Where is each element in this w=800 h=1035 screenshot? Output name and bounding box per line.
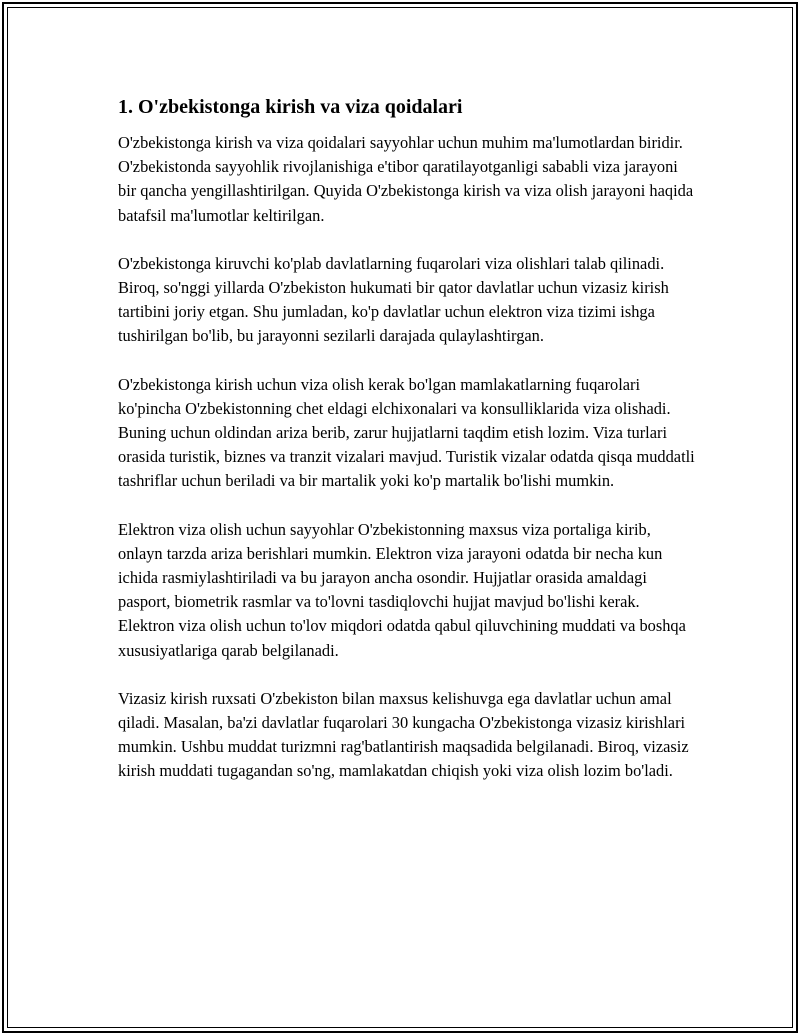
document-body: [118, 93, 696, 808]
section-heading: 1. O'zbekistonga kirish va viza qoidalari: [118, 96, 463, 118]
paragraph-visa-requirements: O'zbekistonga kiruvchi ko'plab davlatlarning fuqarolari viza olishlari talab qilinadi. Biroq, so'nggi yillarda O'zbekiston hukumati bir qator davlatlar uchun vizasiz kirish tartibini joriy etgan. Shu jumladan, ko'p davlatlar uchun elektron viza tizimi ishga tushirilgan bo'lib, bu jarayonni sezilarli darajada qulaylashtirgan.: [118, 253, 669, 346]
paragraph-electronic-visa: Elektron viza olish uchun sayyohlar O'zbekistonning maxsus viza portaliga kirib, onlayn tarzda ariza berishlari mumkin. Elektron viza jarayoni odatda bir necha kun ichida rasmiylashtiriladi va bu jarayon ancha osondir. Hujjatlar orasida amaldagi pasport, biometrik rasmlar va to'lovni tasdiqlovchi hujjat mavjud bo'lishi kerak. Elektron viza olish uchun to'lov miqdori odatda qabul qiluvchining muddati va boshqa xususiyatlariga qarab belgilanadi.: [118, 519, 686, 660]
paragraph-visa-free-entry: Vizasiz kirish ruxsati O'zbekiston bilan maxsus kelishuvga ega davlatlar uchun amal qiladi. Masalan, ba'zi davlatlar fuqarolari 30 kungacha O'zbekistonga vizasiz kirishlari mumkin. Ushbu muddat turizmni rag'batlantirish maqsadida belgilanadi. Biroq, vizasiz kirish muddati tugagandan so'ng, mamlakatdan chiqish yoki viza olish lozim bo'ladi.: [118, 688, 689, 781]
paragraph-embassy-visa: O'zbekistonga kirish uchun viza olish kerak bo'lgan mamlakatlarning fuqarolari ko'pincha O'zbekistonning chet eldagi elchixonalari va konsulliklarida viza olishadi. Buning uchun oldindan ariza berib, zarur hujjatlarni taqdim etish lozim. Viza turlari orasida turistik, biznes va tranzit vizalari mavjud. Turistik vizalar odatda qisqa muddatli tashriflar uchun beriladi va bir martalik yoki ko'p martalik bo'lishi mumkin.: [118, 374, 695, 491]
paragraph-intro: O'zbekistonga kirish va viza qoidalari sayyohlar uchun muhim ma'lumotlardan biridir. O'zbekistonda sayyohlik rivojlanishiga e'tibor qaratilayotganligi sababli viza jarayoni bir qancha yengillashtirilgan. Quyida O'zbekistonga kirish va viza olish jarayoni haqida batafsil ma'lumotlar keltirilgan.: [118, 133, 694, 225]
